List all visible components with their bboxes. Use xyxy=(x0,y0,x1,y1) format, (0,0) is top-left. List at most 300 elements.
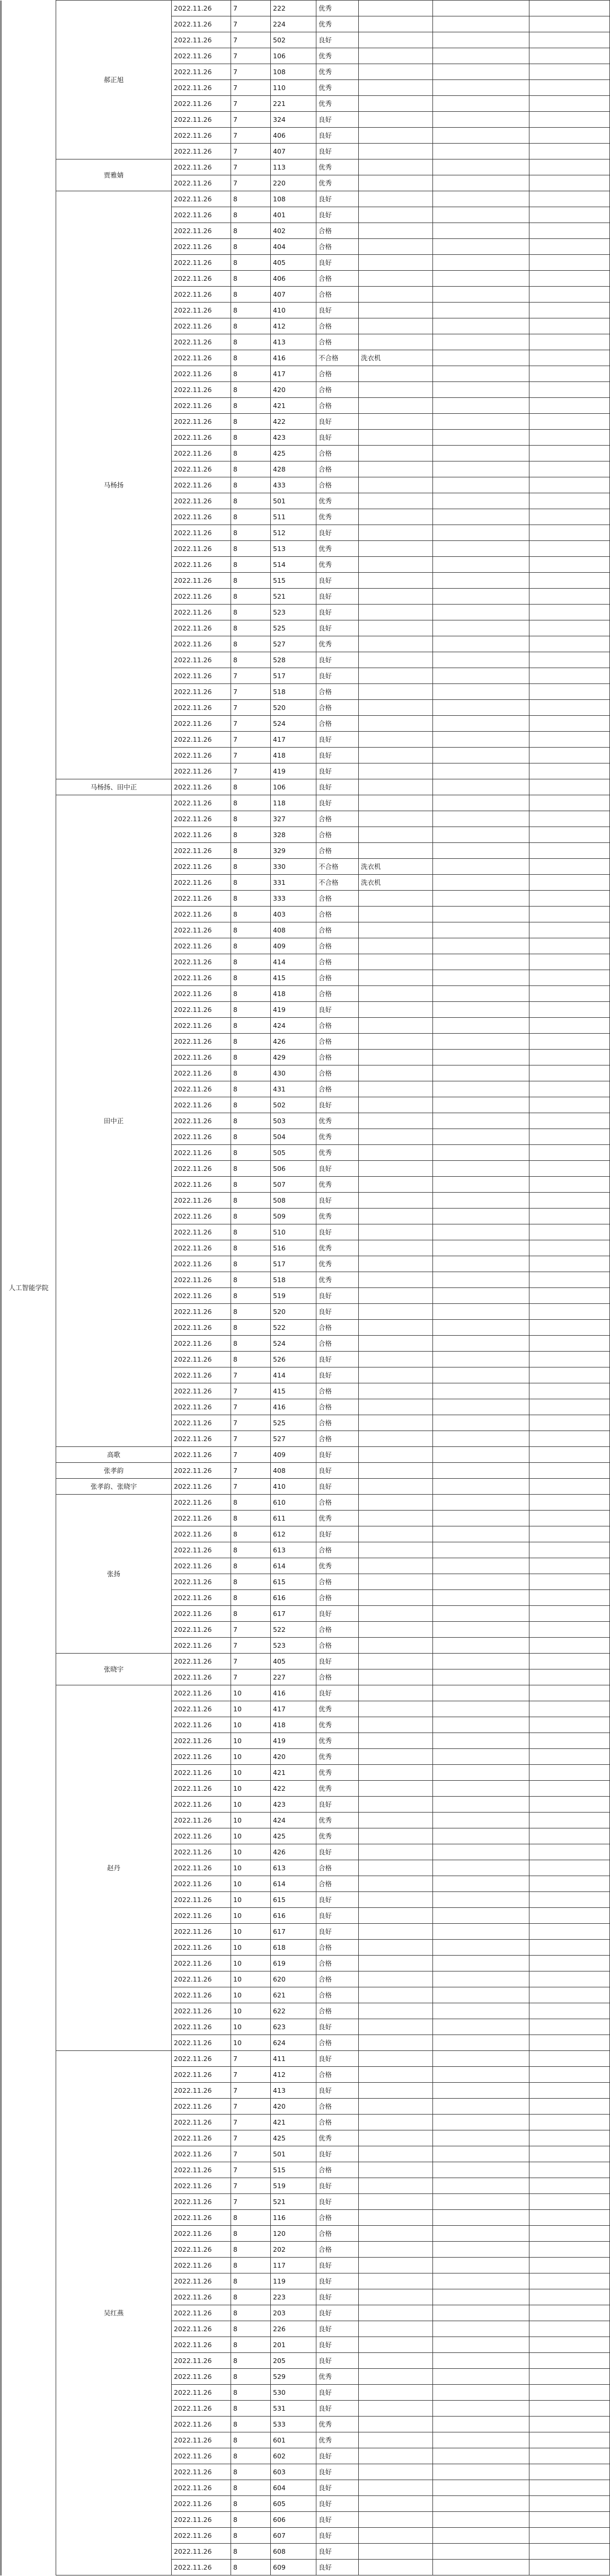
room-cell[interactable]: 202 xyxy=(271,2242,316,2258)
date-cell[interactable]: 2022.11.26 xyxy=(172,2528,231,2544)
date-cell[interactable]: 2022.11.26 xyxy=(172,2067,231,2083)
room-cell[interactable]: 113 xyxy=(271,159,316,175)
empty-cell[interactable] xyxy=(433,1161,529,1177)
empty-cell[interactable] xyxy=(529,271,610,287)
grade-cell[interactable]: 合格 xyxy=(316,1987,359,2003)
empty-cell[interactable] xyxy=(529,1224,610,1240)
room-cell[interactable]: 612 xyxy=(271,1526,316,1542)
grade-cell[interactable]: 合格 xyxy=(316,2210,359,2226)
empty-cell[interactable] xyxy=(433,2146,529,2162)
empty-cell[interactable] xyxy=(529,175,610,191)
date-cell[interactable]: 2022.11.26 xyxy=(172,716,231,732)
grade-cell[interactable]: 合格 xyxy=(316,2003,359,2019)
empty-cell[interactable] xyxy=(433,1113,529,1129)
empty-cell[interactable] xyxy=(529,334,610,350)
note-cell[interactable] xyxy=(359,1813,433,1828)
room-cell[interactable]: 617 xyxy=(271,1606,316,1622)
empty-cell[interactable] xyxy=(529,2226,610,2242)
note-cell[interactable] xyxy=(359,2258,433,2273)
grade-cell[interactable]: 优秀 xyxy=(316,1,359,16)
room-cell[interactable]: 327 xyxy=(271,811,316,827)
note-cell[interactable] xyxy=(359,779,433,795)
note-cell[interactable] xyxy=(359,461,433,477)
room-cell[interactable]: 523 xyxy=(271,605,316,620)
empty-cell[interactable] xyxy=(529,144,610,159)
grade-cell[interactable]: 合格 xyxy=(316,1542,359,1558)
empty-cell[interactable] xyxy=(529,1081,610,1097)
room-cell[interactable]: 220 xyxy=(271,175,316,191)
grade-cell[interactable]: 良好 xyxy=(316,589,359,605)
note-cell[interactable] xyxy=(359,2512,433,2528)
building-cell[interactable]: 7 xyxy=(231,96,271,112)
empty-cell[interactable] xyxy=(433,2003,529,2019)
building-cell[interactable]: 8 xyxy=(231,2289,271,2305)
room-cell[interactable]: 414 xyxy=(271,954,316,970)
room-cell[interactable]: 527 xyxy=(271,1431,316,1447)
empty-cell[interactable] xyxy=(433,350,529,366)
building-cell[interactable]: 7 xyxy=(231,716,271,732)
empty-cell[interactable] xyxy=(529,589,610,605)
empty-cell[interactable] xyxy=(529,1892,610,1908)
empty-cell[interactable] xyxy=(433,2417,529,2432)
building-cell[interactable]: 10 xyxy=(231,1717,271,1733)
empty-cell[interactable] xyxy=(529,700,610,716)
empty-cell[interactable] xyxy=(529,1876,610,1892)
date-cell[interactable]: 2022.11.26 xyxy=(172,2242,231,2258)
empty-cell[interactable] xyxy=(529,398,610,414)
empty-cell[interactable] xyxy=(433,1050,529,1065)
date-cell[interactable]: 2022.11.26 xyxy=(172,1622,231,1638)
date-cell[interactable]: 2022.11.26 xyxy=(172,1367,231,1383)
grade-cell[interactable]: 优秀 xyxy=(316,1828,359,1844)
empty-cell[interactable] xyxy=(529,112,610,128)
empty-cell[interactable] xyxy=(433,1431,529,1447)
building-cell[interactable]: 8 xyxy=(231,1018,271,1034)
room-cell[interactable]: 520 xyxy=(271,700,316,716)
date-cell[interactable]: 2022.11.26 xyxy=(172,64,231,80)
building-cell[interactable]: 7 xyxy=(231,1415,271,1431)
note-cell[interactable] xyxy=(359,2337,433,2353)
note-cell[interactable] xyxy=(359,2099,433,2115)
grade-cell[interactable]: 合格 xyxy=(316,716,359,732)
note-cell[interactable] xyxy=(359,907,433,922)
room-cell[interactable]: 413 xyxy=(271,2083,316,2099)
room-cell[interactable]: 614 xyxy=(271,1876,316,1892)
building-cell[interactable]: 8 xyxy=(231,1002,271,1018)
building-cell[interactable]: 7 xyxy=(231,1622,271,1638)
building-cell[interactable]: 8 xyxy=(231,2401,271,2417)
note-cell[interactable] xyxy=(359,2194,433,2210)
grade-cell[interactable]: 优秀 xyxy=(316,2130,359,2146)
note-cell[interactable] xyxy=(359,986,433,1002)
date-cell[interactable]: 2022.11.26 xyxy=(172,2385,231,2401)
room-cell[interactable]: 613 xyxy=(271,1542,316,1558)
note-cell[interactable] xyxy=(359,1304,433,1320)
grade-cell[interactable]: 良好 xyxy=(316,2528,359,2544)
note-cell[interactable] xyxy=(359,1,433,16)
building-cell[interactable]: 7 xyxy=(231,48,271,64)
building-cell[interactable]: 8 xyxy=(231,239,271,255)
empty-cell[interactable] xyxy=(433,2448,529,2464)
note-cell[interactable] xyxy=(359,159,433,175)
note-cell[interactable]: 洗衣机 xyxy=(359,859,433,875)
grade-cell[interactable]: 优秀 xyxy=(316,159,359,175)
room-cell[interactable]: 501 xyxy=(271,2146,316,2162)
empty-cell[interactable] xyxy=(433,2226,529,2242)
grade-cell[interactable]: 良好 xyxy=(316,1892,359,1908)
note-cell[interactable] xyxy=(359,1940,433,1956)
empty-cell[interactable] xyxy=(433,1336,529,1352)
note-cell[interactable] xyxy=(359,1924,433,1940)
empty-cell[interactable] xyxy=(529,2337,610,2353)
note-cell[interactable] xyxy=(359,2019,433,2035)
building-cell[interactable]: 7 xyxy=(231,144,271,159)
room-cell[interactable]: 624 xyxy=(271,2035,316,2051)
building-cell[interactable]: 7 xyxy=(231,1367,271,1383)
grade-cell[interactable]: 优秀 xyxy=(316,493,359,509)
building-cell[interactable]: 8 xyxy=(231,2369,271,2385)
building-cell[interactable]: 7 xyxy=(231,1669,271,1685)
note-cell[interactable] xyxy=(359,1749,433,1765)
empty-cell[interactable] xyxy=(529,1209,610,1224)
empty-cell[interactable] xyxy=(433,605,529,620)
date-cell[interactable]: 2022.11.26 xyxy=(172,2305,231,2321)
note-cell[interactable] xyxy=(359,795,433,811)
empty-cell[interactable] xyxy=(433,223,529,239)
empty-cell[interactable] xyxy=(529,541,610,557)
room-cell[interactable]: 518 xyxy=(271,1272,316,1288)
empty-cell[interactable] xyxy=(433,2480,529,2496)
empty-cell[interactable] xyxy=(433,2210,529,2226)
note-cell[interactable] xyxy=(359,652,433,668)
empty-cell[interactable] xyxy=(433,2289,529,2305)
date-cell[interactable]: 2022.11.26 xyxy=(172,1034,231,1050)
grade-cell[interactable]: 优秀 xyxy=(316,1701,359,1717)
empty-cell[interactable] xyxy=(529,2210,610,2226)
room-cell[interactable]: 622 xyxy=(271,2003,316,2019)
room-cell[interactable]: 505 xyxy=(271,1145,316,1161)
building-cell[interactable]: 8 xyxy=(231,461,271,477)
date-cell[interactable]: 2022.11.26 xyxy=(172,1224,231,1240)
grade-cell[interactable]: 良好 xyxy=(316,668,359,684)
empty-cell[interactable] xyxy=(433,1399,529,1415)
empty-cell[interactable] xyxy=(433,318,529,334)
date-cell[interactable]: 2022.11.26 xyxy=(172,1145,231,1161)
empty-cell[interactable] xyxy=(529,2289,610,2305)
empty-cell[interactable] xyxy=(529,1304,610,1320)
building-cell[interactable]: 7 xyxy=(231,1431,271,1447)
note-cell[interactable] xyxy=(359,207,433,223)
building-cell[interactable]: 8 xyxy=(231,1590,271,1606)
room-cell[interactable]: 409 xyxy=(271,1447,316,1463)
teacher-cell[interactable]: 张晓宇 xyxy=(56,1654,172,1685)
note-cell[interactable] xyxy=(359,48,433,64)
grade-cell[interactable]: 良好 xyxy=(316,1161,359,1177)
note-cell[interactable] xyxy=(359,589,433,605)
empty-cell[interactable] xyxy=(529,1097,610,1113)
empty-cell[interactable] xyxy=(433,557,529,573)
note-cell[interactable] xyxy=(359,1654,433,1669)
grade-cell[interactable]: 合格 xyxy=(316,223,359,239)
empty-cell[interactable] xyxy=(529,1828,610,1844)
note-cell[interactable] xyxy=(359,525,433,541)
empty-cell[interactable] xyxy=(529,1638,610,1654)
grade-cell[interactable]: 合格 xyxy=(316,1876,359,1892)
empty-cell[interactable] xyxy=(433,414,529,430)
note-cell[interactable] xyxy=(359,318,433,334)
empty-cell[interactable] xyxy=(529,1336,610,1352)
note-cell[interactable] xyxy=(359,1669,433,1685)
building-cell[interactable]: 8 xyxy=(231,525,271,541)
empty-cell[interactable] xyxy=(433,207,529,223)
empty-cell[interactable] xyxy=(433,509,529,525)
room-cell[interactable]: 521 xyxy=(271,2194,316,2210)
empty-cell[interactable] xyxy=(529,779,610,795)
empty-cell[interactable] xyxy=(433,255,529,271)
room-cell[interactable]: 617 xyxy=(271,1924,316,1940)
room-cell[interactable]: 426 xyxy=(271,1034,316,1050)
note-cell[interactable] xyxy=(359,1447,433,1463)
empty-cell[interactable] xyxy=(433,1495,529,1511)
date-cell[interactable]: 2022.11.26 xyxy=(172,32,231,48)
empty-cell[interactable] xyxy=(433,922,529,938)
note-cell[interactable] xyxy=(359,175,433,191)
date-cell[interactable]: 2022.11.26 xyxy=(172,144,231,159)
building-cell[interactable]: 8 xyxy=(231,2385,271,2401)
building-cell[interactable]: 8 xyxy=(231,2480,271,2496)
building-cell[interactable]: 8 xyxy=(231,1352,271,1367)
building-cell[interactable]: 10 xyxy=(231,1828,271,1844)
grade-cell[interactable]: 合格 xyxy=(316,1590,359,1606)
building-cell[interactable]: 8 xyxy=(231,1193,271,1209)
date-cell[interactable]: 2022.11.26 xyxy=(172,684,231,700)
grade-cell[interactable]: 合格 xyxy=(316,986,359,1002)
room-cell[interactable]: 530 xyxy=(271,2385,316,2401)
note-cell[interactable] xyxy=(359,1320,433,1336)
grade-cell[interactable]: 良好 xyxy=(316,144,359,159)
grade-cell[interactable]: 合格 xyxy=(316,1383,359,1399)
building-cell[interactable]: 10 xyxy=(231,1781,271,1797)
note-cell[interactable] xyxy=(359,2242,433,2258)
empty-cell[interactable] xyxy=(433,875,529,891)
note-cell[interactable] xyxy=(359,2289,433,2305)
empty-cell[interactable] xyxy=(433,779,529,795)
date-cell[interactable]: 2022.11.26 xyxy=(172,811,231,827)
date-cell[interactable]: 2022.11.26 xyxy=(172,636,231,652)
building-cell[interactable]: 8 xyxy=(231,271,271,287)
date-cell[interactable]: 2022.11.26 xyxy=(172,1320,231,1336)
room-cell[interactable]: 120 xyxy=(271,2226,316,2242)
note-cell[interactable] xyxy=(359,573,433,589)
room-cell[interactable]: 418 xyxy=(271,748,316,763)
empty-cell[interactable] xyxy=(433,1908,529,1924)
room-cell[interactable]: 607 xyxy=(271,2528,316,2544)
date-cell[interactable]: 2022.11.26 xyxy=(172,922,231,938)
building-cell[interactable]: 7 xyxy=(231,1479,271,1495)
grade-cell[interactable]: 良好 xyxy=(316,2385,359,2401)
date-cell[interactable]: 2022.11.26 xyxy=(172,446,231,461)
grade-cell[interactable]: 优秀 xyxy=(316,16,359,32)
date-cell[interactable]: 2022.11.26 xyxy=(172,191,231,207)
empty-cell[interactable] xyxy=(433,1574,529,1590)
date-cell[interactable]: 2022.11.26 xyxy=(172,1797,231,1813)
grade-cell[interactable]: 良好 xyxy=(316,2544,359,2560)
room-cell[interactable]: 528 xyxy=(271,652,316,668)
date-cell[interactable]: 2022.11.26 xyxy=(172,1765,231,1781)
room-cell[interactable]: 116 xyxy=(271,2210,316,2226)
grade-cell[interactable]: 良好 xyxy=(316,1685,359,1701)
grade-cell[interactable]: 合格 xyxy=(316,891,359,907)
date-cell[interactable]: 2022.11.26 xyxy=(172,1828,231,1844)
empty-cell[interactable] xyxy=(433,112,529,128)
empty-cell[interactable] xyxy=(529,1447,610,1463)
empty-cell[interactable] xyxy=(433,1956,529,1971)
grade-cell[interactable]: 合格 xyxy=(316,1940,359,1956)
room-cell[interactable]: 428 xyxy=(271,461,316,477)
note-cell[interactable] xyxy=(359,191,433,207)
empty-cell[interactable] xyxy=(433,2130,529,2146)
empty-cell[interactable] xyxy=(529,891,610,907)
note-cell[interactable] xyxy=(359,1415,433,1431)
building-cell[interactable]: 7 xyxy=(231,2162,271,2178)
building-cell[interactable]: 8 xyxy=(231,303,271,318)
grade-cell[interactable]: 良好 xyxy=(316,2321,359,2337)
empty-cell[interactable] xyxy=(529,1463,610,1479)
date-cell[interactable]: 2022.11.26 xyxy=(172,382,231,398)
room-cell[interactable]: 508 xyxy=(271,1193,316,1209)
grade-cell[interactable]: 良好 xyxy=(316,1479,359,1495)
grade-cell[interactable]: 不合格 xyxy=(316,350,359,366)
room-cell[interactable]: 419 xyxy=(271,1733,316,1749)
grade-cell[interactable]: 合格 xyxy=(316,1956,359,1971)
grade-cell[interactable]: 优秀 xyxy=(316,2432,359,2448)
empty-cell[interactable] xyxy=(433,1924,529,1940)
date-cell[interactable]: 2022.11.26 xyxy=(172,589,231,605)
empty-cell[interactable] xyxy=(433,191,529,207)
note-cell[interactable] xyxy=(359,1860,433,1876)
empty-cell[interactable] xyxy=(433,2083,529,2099)
empty-cell[interactable] xyxy=(433,2385,529,2401)
room-cell[interactable]: 424 xyxy=(271,1018,316,1034)
building-cell[interactable]: 8 xyxy=(231,954,271,970)
room-cell[interactable]: 425 xyxy=(271,1828,316,1844)
date-cell[interactable]: 2022.11.26 xyxy=(172,2003,231,2019)
empty-cell[interactable] xyxy=(529,525,610,541)
note-cell[interactable] xyxy=(359,1209,433,1224)
empty-cell[interactable] xyxy=(433,1224,529,1240)
empty-cell[interactable] xyxy=(433,1654,529,1669)
empty-cell[interactable] xyxy=(529,430,610,446)
empty-cell[interactable] xyxy=(529,1781,610,1797)
date-cell[interactable]: 2022.11.26 xyxy=(172,303,231,318)
empty-cell[interactable] xyxy=(433,1511,529,1526)
grade-cell[interactable]: 合格 xyxy=(316,1574,359,1590)
empty-cell[interactable] xyxy=(529,493,610,509)
room-cell[interactable]: 331 xyxy=(271,875,316,891)
building-cell[interactable]: 7 xyxy=(231,668,271,684)
grade-cell[interactable]: 合格 xyxy=(316,907,359,922)
grade-cell[interactable]: 合格 xyxy=(316,843,359,859)
grade-cell[interactable]: 良好 xyxy=(316,2560,359,2575)
room-cell[interactable]: 521 xyxy=(271,589,316,605)
grade-cell[interactable]: 优秀 xyxy=(316,2417,359,2432)
note-cell[interactable] xyxy=(359,1256,433,1272)
date-cell[interactable]: 2022.11.26 xyxy=(172,2496,231,2512)
grade-cell[interactable]: 合格 xyxy=(316,684,359,700)
room-cell[interactable]: 526 xyxy=(271,1352,316,1367)
empty-cell[interactable] xyxy=(433,525,529,541)
empty-cell[interactable] xyxy=(433,1320,529,1336)
grade-cell[interactable]: 合格 xyxy=(316,700,359,716)
room-cell[interactable]: 522 xyxy=(271,1622,316,1638)
empty-cell[interactable] xyxy=(529,1495,610,1511)
building-cell[interactable]: 8 xyxy=(231,2321,271,2337)
empty-cell[interactable] xyxy=(529,1050,610,1065)
grade-cell[interactable]: 良好 xyxy=(316,303,359,318)
building-cell[interactable]: 7 xyxy=(231,1,271,16)
grade-cell[interactable]: 良好 xyxy=(316,2401,359,2417)
room-cell[interactable]: 503 xyxy=(271,1113,316,1129)
date-cell[interactable]: 2022.11.26 xyxy=(172,732,231,748)
note-cell[interactable] xyxy=(359,2305,433,2321)
date-cell[interactable]: 2022.11.26 xyxy=(172,223,231,239)
date-cell[interactable]: 2022.11.26 xyxy=(172,827,231,843)
grade-cell[interactable]: 优秀 xyxy=(316,509,359,525)
empty-cell[interactable] xyxy=(433,2035,529,2051)
empty-cell[interactable] xyxy=(433,573,529,589)
note-cell[interactable] xyxy=(359,1542,433,1558)
building-cell[interactable]: 10 xyxy=(231,1860,271,1876)
room-cell[interactable]: 413 xyxy=(271,334,316,350)
empty-cell[interactable] xyxy=(433,859,529,875)
date-cell[interactable]: 2022.11.26 xyxy=(172,1733,231,1749)
date-cell[interactable]: 2022.11.26 xyxy=(172,1256,231,1272)
date-cell[interactable]: 2022.11.26 xyxy=(172,779,231,795)
room-cell[interactable]: 514 xyxy=(271,557,316,573)
date-cell[interactable]: 2022.11.26 xyxy=(172,2448,231,2464)
building-cell[interactable]: 8 xyxy=(231,2544,271,2560)
date-cell[interactable]: 2022.11.26 xyxy=(172,2417,231,2432)
grade-cell[interactable]: 良好 xyxy=(316,1193,359,1209)
empty-cell[interactable] xyxy=(529,2321,610,2337)
room-cell[interactable]: 118 xyxy=(271,795,316,811)
empty-cell[interactable] xyxy=(433,1463,529,1479)
building-cell[interactable]: 10 xyxy=(231,1971,271,1987)
date-cell[interactable]: 2022.11.26 xyxy=(172,2512,231,2528)
empty-cell[interactable] xyxy=(433,1558,529,1574)
empty-cell[interactable] xyxy=(433,430,529,446)
date-cell[interactable]: 2022.11.26 xyxy=(172,1447,231,1463)
grade-cell[interactable]: 合格 xyxy=(316,938,359,954)
date-cell[interactable]: 2022.11.26 xyxy=(172,2130,231,2146)
empty-cell[interactable] xyxy=(529,1113,610,1129)
grade-cell[interactable]: 合格 xyxy=(316,2226,359,2242)
building-cell[interactable]: 10 xyxy=(231,1733,271,1749)
teacher-cell[interactable]: 赵丹 xyxy=(56,1685,172,2051)
note-cell[interactable] xyxy=(359,1495,433,1511)
room-cell[interactable]: 421 xyxy=(271,1765,316,1781)
grade-cell[interactable]: 合格 xyxy=(316,1050,359,1065)
note-cell[interactable] xyxy=(359,2401,433,2417)
note-cell[interactable] xyxy=(359,1526,433,1542)
date-cell[interactable]: 2022.11.26 xyxy=(172,1511,231,1526)
empty-cell[interactable] xyxy=(529,239,610,255)
room-cell[interactable]: 515 xyxy=(271,2162,316,2178)
empty-cell[interactable] xyxy=(529,875,610,891)
room-cell[interactable]: 616 xyxy=(271,1908,316,1924)
empty-cell[interactable] xyxy=(433,1940,529,1956)
grade-cell[interactable]: 合格 xyxy=(316,1320,359,1336)
